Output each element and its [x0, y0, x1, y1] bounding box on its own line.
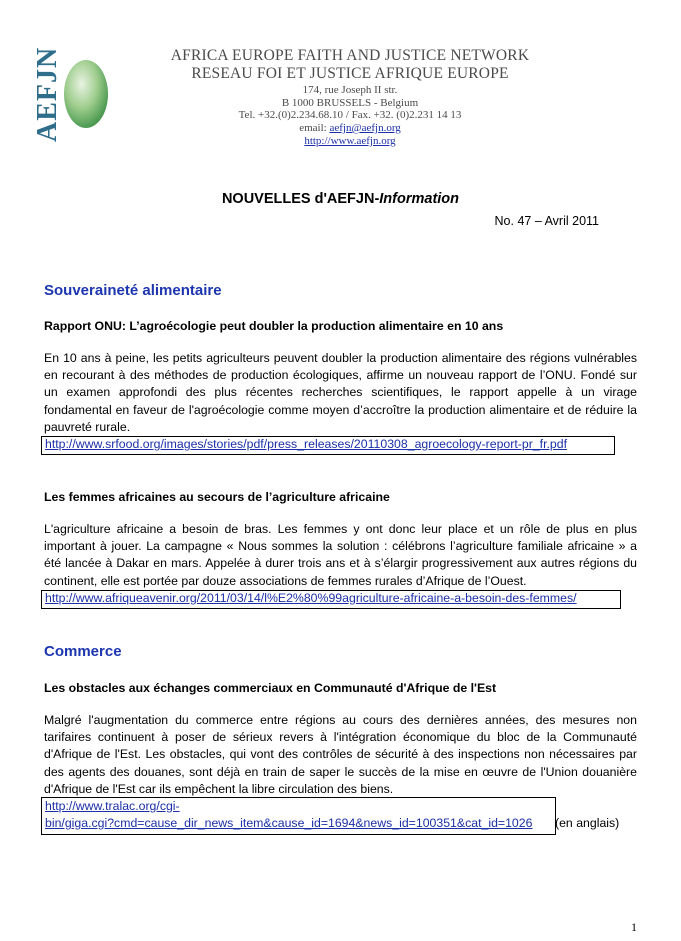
newsletter-title-main: NOUVELLES d'AEFJN-: [221, 191, 380, 207]
issue-number: No. 47 – Avril 2011: [494, 214, 599, 228]
org-name-fr: RESEAU FOI ET JUSTICE AFRIQUE EUROPE: [191, 65, 509, 82]
article-link-east-africa-trade-line2[interactable]: bin/giga.cgi?cmd=cause_dir_news_item&cause_id=1694&news_id=100351&cat_id=1026: [45, 816, 533, 830]
article-link-african-women-box: [41, 590, 621, 609]
newsletter-title-italic: Information: [379, 191, 460, 207]
aefjn-logo: [32, 42, 112, 154]
article-body-african-women: L'agriculture africaine a besoin de bras. Les femmes y ont donc leur place et un rôle de plus en plus important à jouer. La campagne « Nous sommes la solution : célébrons l’agriculture familiale africaine » a été lancée à Dakar en mars. Appelée à durer trois ans et à s’élargir progressivement aux autres régions du continent, elle est portée par douze associations de femmes rurales d’Afrique de l’Ouest.: [44, 522, 637, 588]
email-line: [150, 122, 550, 135]
article-title-east-africa-trade: Les obstacles aux échanges commerciaux en Communauté d'Afrique de l'Est: [44, 681, 497, 695]
article-link-un-report-box: [41, 436, 615, 455]
article-link-african-women[interactable]: http://www.afriqueavenir.org/2011/03/14/l%E2%80%99agriculture-africaine-a-besoin-des-femmes/: [45, 591, 577, 605]
article-title-un-report: Rapport ONU: L’agroécologie peut doubler la production alimentaire en 10 ans: [44, 319, 504, 333]
article-body-east-africa-trade: Malgré l'augmentation du commerce entre régions au cours des dernières années, des mesures non tarifaires continuent à poser de sérieux revers à l'intégration économique du bloc de la Communauté d'Afrique de l'Est. Les obstacles, qui vont des contrôles de sécurité à des inspections non nécessaires par des agents des douanes, sont déjà en train de saper le succès de la mise en œuvre de l'Union douanière d'Afrique de l'Est car ils empêchent la libre circulation des biens.: [44, 713, 637, 796]
website-link[interactable]: http://www.aefjn.org: [304, 135, 396, 147]
email-label: email:: [299, 122, 330, 134]
article-link-east-africa-trade-box: [41, 797, 556, 835]
section-heading-commerce: Commerce: [44, 643, 122, 660]
svg-text:AEFJN: AEFJN: [32, 46, 63, 142]
page-number: 1: [631, 920, 637, 934]
website-line: [150, 135, 550, 148]
article-link-un-report[interactable]: http://www.srfood.org/images/stories/pdf/press_releases/20110308_agroecology-report-pr_fr.pdf: [45, 437, 567, 451]
address-city: B 1000 BRUSSELS - Belgium: [281, 97, 419, 109]
article-link-east-africa-trade-line1[interactable]: http://www.tralac.org/cgi-: [45, 799, 180, 813]
phone-fax: Tel. +32.(0)2.234.68.10 / Fax. +32. (0)2.231 14 13: [238, 109, 462, 121]
org-name-en: AFRICA EUROPE FAITH AND JUSTICE NETWORK: [170, 47, 530, 64]
article-body-un-report: En 10 ans à peine, les petits agriculteurs peuvent doubler la production alimentaire des régions vulnérables en recourant à des méthodes de production écologiques, affirme un nouveau rapport de l’ONU. Fondé sur un examen approfondi des plus récentes recherches scientifiques, le rapport appelle à un virage fondamental en faveur de l'agroécologie comme moyen d’accroître la production alimentaire et de réduire la pauvreté rurale.: [44, 351, 637, 434]
article-title-african-women: Les femmes africaines au secours de l’agriculture africaine: [44, 490, 390, 504]
address-street: 174, rue Joseph II str.: [302, 84, 398, 96]
section-heading-food-sovereignty: Souveraineté alimentaire: [44, 282, 222, 299]
newsletter-title: [0, 191, 681, 207]
email-link[interactable]: aefjn@aefjn.org: [329, 122, 401, 134]
link-language-note: (en anglais): [555, 816, 620, 830]
